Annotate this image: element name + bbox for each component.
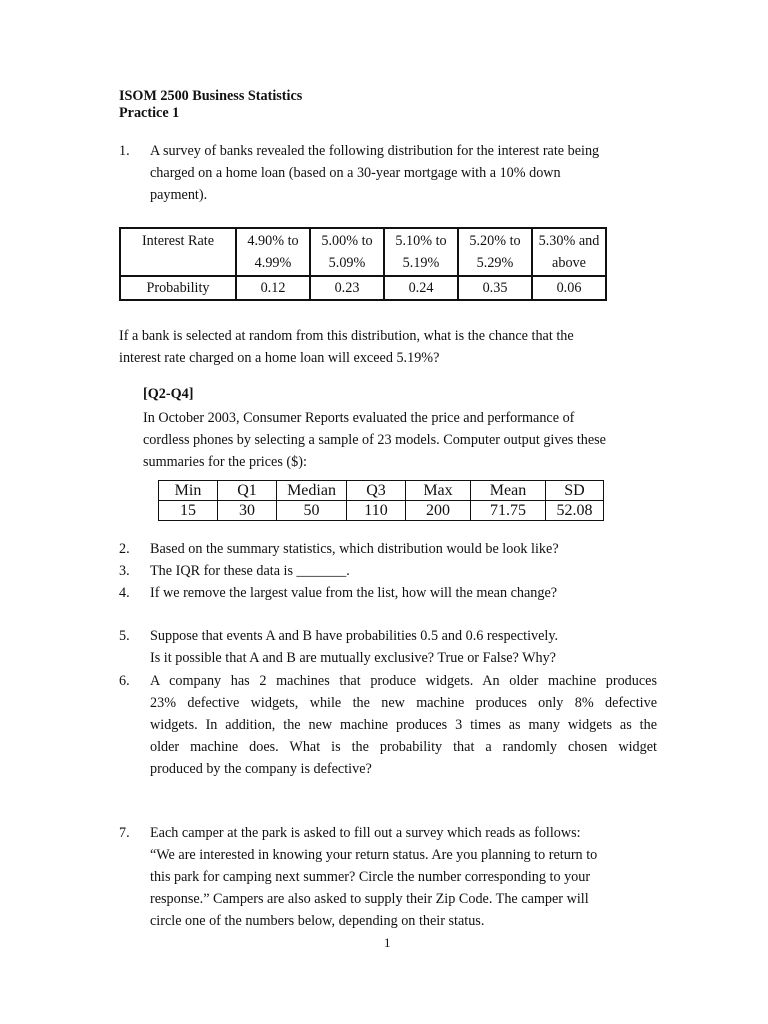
probability-cell: 0.35 (458, 276, 532, 300)
text-line: response.” Campers are also asked to supply their Zip Code. The camper will (150, 891, 589, 907)
summary-header: SD (546, 481, 604, 501)
summary-header: Max (406, 481, 471, 501)
question-number: 1. (119, 143, 130, 159)
question-6-text (150, 670, 657, 780)
text-line: charged on a home loan (based on a 30-year mortgage with a 10% down (150, 165, 561, 181)
probability-cell: 0.24 (384, 276, 458, 300)
page-number: 1 (384, 935, 391, 950)
question-7-text (150, 822, 597, 932)
text-line: this park for camping next summer? Circle the number corresponding to your (150, 869, 591, 885)
summary-header: Min (159, 481, 218, 501)
question-5-text (150, 625, 558, 669)
price-summary-table (158, 480, 604, 521)
text-line: 23% defective widgets, while the new machine produces only 8% defective (150, 695, 657, 711)
course-title: ISOM 2500 Business Statistics (119, 88, 303, 104)
summary-header: Mean (471, 481, 546, 501)
summary-value: 200 (406, 501, 471, 521)
question-number: 6. (119, 673, 130, 689)
text-line: produced by the company is defective? (150, 761, 372, 777)
probability-label: Probability (120, 276, 236, 300)
table-header-label: Interest Rate (120, 228, 236, 276)
summary-header: Q1 (218, 481, 277, 501)
question-number: 7. (119, 825, 130, 841)
summary-header: Median (277, 481, 347, 501)
interest-rate-table (119, 227, 607, 301)
summary-value: 30 (218, 501, 277, 521)
question-number: 5. (119, 628, 130, 644)
text-line: A survey of banks revealed the following distribution for the interest rate being (150, 143, 600, 159)
summary-value: 15 (159, 501, 218, 521)
text-line: widgets. In addition, the new machine produces 3 times as many widgets as the (150, 717, 657, 733)
text-line: “We are interested in knowing your return status. Are you planning to return to (150, 847, 598, 863)
rate-range-cell: 5.10% to 5.19% (384, 228, 458, 276)
text-line: summaries for the prices ($): (143, 454, 307, 470)
question-3-text: The IQR for these data is _______. (150, 563, 350, 579)
text-line: In October 2003, Consumer Reports evaluated the price and performance of (143, 410, 575, 426)
question-2-text: Based on the summary statistics, which distribution would be look like? (150, 541, 559, 557)
rate-range-cell: 5.30% and above (532, 228, 606, 276)
rate-range-cell: 4.90% to 4.99% (236, 228, 310, 276)
text-line: circle one of the numbers below, depending on their status. (150, 913, 485, 929)
summary-value: 110 (347, 501, 406, 521)
text-line: Is it possible that A and B are mutually exclusive? True or False? Why? (150, 650, 556, 666)
text-line: Each camper at the park is asked to fill out a survey which reads as follows: (150, 825, 581, 841)
probability-cell: 0.23 (310, 276, 384, 300)
question-number: 4. (119, 585, 130, 601)
summary-value: 71.75 (471, 501, 546, 521)
question-1-prompt (119, 325, 574, 369)
question-number: 3. (119, 563, 130, 579)
text-line: Suppose that events A and B have probabilities 0.5 and 0.6 respectively. (150, 628, 559, 644)
probability-cell: 0.06 (532, 276, 606, 300)
text-line: cordless phones by selecting a sample of 23 models. Computer output gives these (143, 432, 606, 448)
section-tag: [Q2-Q4] (143, 386, 194, 402)
question-4-text: If we remove the largest value from the list, how will the mean change? (150, 585, 558, 601)
question-number: 2. (119, 541, 130, 557)
text-line: If a bank is selected at random from this distribution, what is the chance that the (119, 328, 574, 344)
text-line: payment). (150, 187, 208, 203)
practice-title: Practice 1 (119, 105, 180, 121)
summary-value: 52.08 (546, 501, 604, 521)
text-line: A company has 2 machines that produce widgets. An older machine produces (150, 673, 657, 689)
summary-header: Q3 (347, 481, 406, 501)
section-intro (143, 407, 606, 473)
question-1-text (150, 140, 599, 206)
rate-range-cell: 5.00% to 5.09% (310, 228, 384, 276)
probability-cell: 0.12 (236, 276, 310, 300)
text-line: older machine does. What is the probability that a randomly chosen widget (150, 739, 657, 755)
summary-value: 50 (277, 501, 347, 521)
text-line: interest rate charged on a home loan will exceed 5.19%? (119, 350, 440, 366)
rate-range-cell: 5.20% to 5.29% (458, 228, 532, 276)
